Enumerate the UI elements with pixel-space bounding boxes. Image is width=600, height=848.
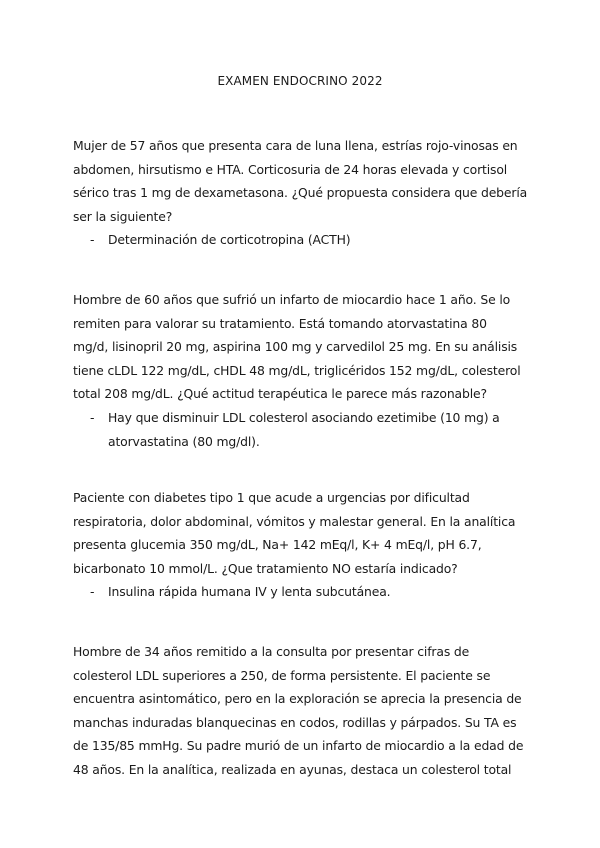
question-3 — [73, 486, 533, 604]
question-text-line: total 208 mg/dL. ¿Qué actitud terapéutica le parece más razonable? — [73, 386, 487, 402]
question-text-line: presenta glucemia 350 mg/dL, Na+ 142 mEq/l, K+ 4 mEq/l, pH 6.7, — [73, 537, 482, 553]
list-dash: - — [90, 584, 95, 600]
question-text-line: manchas induradas blanquecinas en codos, rodillas y párpados. Su TA es — [73, 714, 517, 730]
question-text-line: Mujer de 57 años que presenta cara de luna llena, estrías rojo-vinosas en — [73, 138, 518, 153]
question-text-line: bicarbonato 10 mmol/L. ¿Que tratamiento NO estaría indicado? — [73, 560, 458, 576]
question-text-line: mg/d, lisinopril 20 mg, aspirina 100 mg y carvedilol 25 mg. En su análisis — [73, 339, 518, 355]
question-text-line: Hombre de 34 años remitido a la consulta por presentar cifras de — [73, 644, 470, 659]
list-dash: - — [90, 232, 95, 248]
question-text-line: remiten para valorar su tratamiento. Está tomando atorvastatina 80 — [73, 315, 487, 331]
question-text-line: encuentra asintomático, pero en la exploración se aprecia la presencia de — [73, 691, 522, 707]
list-dash: - — [90, 409, 95, 425]
question-text-line: abdomen, hirsutismo e HTA. Corticosuria de 24 horas elevada y cortisol — [73, 161, 508, 177]
answer-text-line: atorvastatina (80 mg/dl). — [108, 433, 260, 449]
answer-text-line: Determinación de corticotropina (ACTH) — [108, 232, 351, 248]
question-text-line: 48 años. En la analítica, realizada en ayunas, destaca un colesterol total — [73, 761, 512, 777]
answer-item — [73, 580, 533, 604]
question-4 — [73, 640, 533, 782]
question-text-line: de 135/85 mmHg. Su padre murió de un infarto de miocardio a la edad de — [73, 738, 524, 754]
question-text-line: colesterol LDL superiores a 250, de forma persistente. El paciente se — [73, 667, 491, 683]
answer-item — [73, 228, 533, 252]
question-2 — [73, 288, 533, 453]
question-text-line: ser la siguiente? — [73, 208, 173, 224]
question-text-line: tiene cLDL 122 mg/dL, cHDL 48 mg/dL, triglicéridos 152 mg/dL, colesterol — [73, 362, 521, 378]
question-1 — [73, 134, 533, 252]
question-text-line: Hombre de 60 años que sufrió un infarto de miocardio hace 1 año. Se lo — [73, 292, 511, 307]
question-text-line: respiratoria, dolor abdominal, vómitos y malestar general. En la analítica — [73, 513, 516, 529]
answer-text-line: Hay que disminuir LDL colesterol asociando ezetimibe (10 mg) a — [108, 409, 500, 425]
question-text-line: sérico tras 1 mg de dexametasona. ¿Qué propuesta considera que debería — [73, 185, 528, 201]
question-text-line: Paciente con diabetes tipo 1 que acude a urgencias por dificultad — [73, 490, 470, 505]
page-title: EXAMEN ENDOCRINO 2022 — [217, 74, 383, 88]
answer-item — [73, 406, 533, 453]
answer-text-line: Insulina rápida humana IV y lenta subcutánea. — [108, 584, 391, 600]
